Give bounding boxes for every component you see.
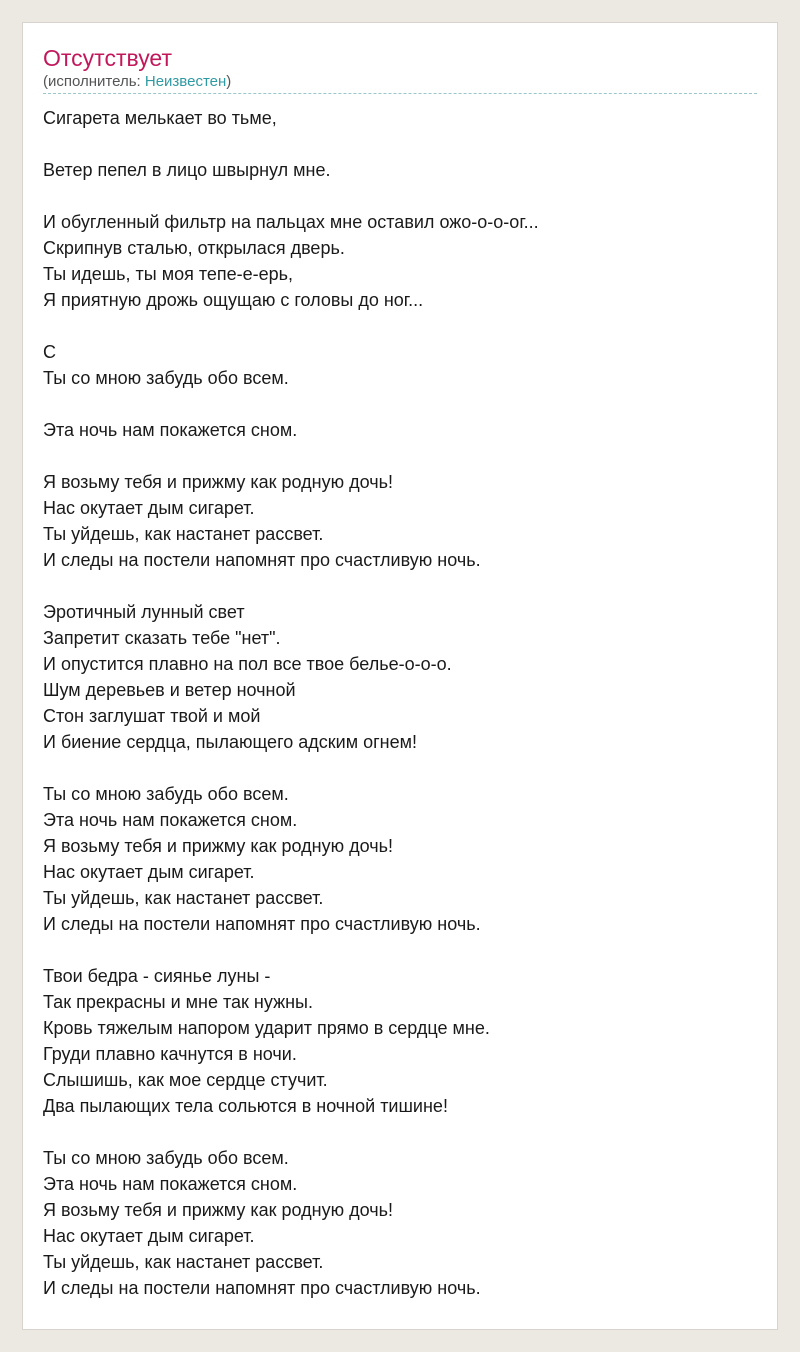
lyric-line: Эта ночь нам покажется сном.	[43, 420, 298, 440]
lyric-line: Нас окутает дым сигарет.	[43, 1226, 255, 1246]
lyrics-card	[22, 22, 778, 1330]
lyric-line: Ты со мною забудь обо всем.	[43, 784, 289, 804]
header-divider	[43, 93, 757, 94]
stanza-break	[43, 131, 539, 157]
stanza-break	[43, 313, 539, 339]
lyric-line: Твои бедра - сиянье луны -	[43, 966, 271, 986]
lyric-line: Ты со мною забудь обо всем.	[43, 1148, 289, 1168]
lyric-line: И следы на постели напомнят про счастливую ночь.	[43, 1278, 481, 1298]
lyric-line: Кровь тяжелым напором ударит прямо в сердце мне.	[43, 1018, 490, 1038]
lyric-line: Эта ночь нам покажется сном.	[43, 810, 298, 830]
song-title: Отсутствует	[43, 45, 172, 71]
lyric-line: C	[43, 342, 56, 362]
lyric-line: Ты идешь, ты моя тепе-е-ерь,	[43, 264, 294, 284]
lyric-line: Стон заглушат твой и мой	[43, 706, 261, 726]
lyric-line: Ветер пепел в лицо швырнул мне.	[43, 160, 331, 180]
artist-link[interactable]: Неизвестен	[144, 73, 227, 90]
stanza-break	[43, 183, 539, 209]
lyric-line: Я возьму тебя и прижму как родную дочь!	[43, 1200, 393, 1220]
lyric-line: И обугленный фильтр на пальцах мне оставил ожо-о-о-ог...	[43, 212, 539, 232]
lyric-line: И опустится плавно на пол все твое белье-о-о-о.	[43, 654, 452, 674]
lyrics-text	[43, 105, 539, 1301]
lyric-line: Два пылающих тела сольются в ночной тишине!	[43, 1096, 448, 1116]
stanza-break	[43, 755, 539, 781]
lyric-line: Запретит сказать тебе "нет".	[43, 628, 281, 648]
artist-prefix: (исполнитель:	[43, 73, 145, 90]
lyric-line: Я приятную дрожь ощущаю с головы до ног...	[43, 290, 424, 310]
lyric-line: Я возьму тебя и прижму как родную дочь!	[43, 472, 393, 492]
lyric-line: И следы на постели напомнят про счастливую ночь.	[43, 914, 481, 934]
artist-line	[43, 73, 231, 91]
lyric-line: Так прекрасны и мне так нужны.	[43, 992, 313, 1012]
lyric-line: И следы на постели напомнят про счастливую ночь.	[43, 550, 481, 570]
lyric-line: Ты уйдешь, как настанет рассвет.	[43, 888, 324, 908]
lyric-line: Нас окутает дым сигарет.	[43, 862, 255, 882]
lyric-line: Ты уйдешь, как настанет рассвет.	[43, 1252, 324, 1272]
lyric-line: Шум деревьев и ветер ночной	[43, 680, 296, 700]
stanza-break	[43, 443, 539, 469]
lyric-line: Груди плавно качнутся в ночи.	[43, 1044, 297, 1064]
lyric-line: Скрипнув сталью, открылася дверь.	[43, 238, 345, 258]
lyric-line: И биение сердца, пылающего адским огнем!	[43, 732, 417, 752]
lyric-line: Нас окутает дым сигарет.	[43, 498, 255, 518]
lyric-line: Слышишь, как мое сердце стучит.	[43, 1070, 328, 1090]
stanza-break	[43, 573, 539, 599]
lyric-line: Ты уйдешь, как настанет рассвет.	[43, 524, 324, 544]
stanza-break	[43, 391, 539, 417]
stanza-break	[43, 1119, 539, 1145]
lyric-line: Эта ночь нам покажется сном.	[43, 1174, 298, 1194]
lyric-line: Ты со мною забудь обо всем.	[43, 368, 289, 388]
lyric-line: Сигарета мелькает во тьме,	[43, 108, 277, 128]
stanza-break	[43, 937, 539, 963]
lyric-line: Я возьму тебя и прижму как родную дочь!	[43, 836, 393, 856]
artist-suffix: )	[226, 73, 232, 90]
lyric-line: Эротичный лунный свет	[43, 602, 245, 622]
